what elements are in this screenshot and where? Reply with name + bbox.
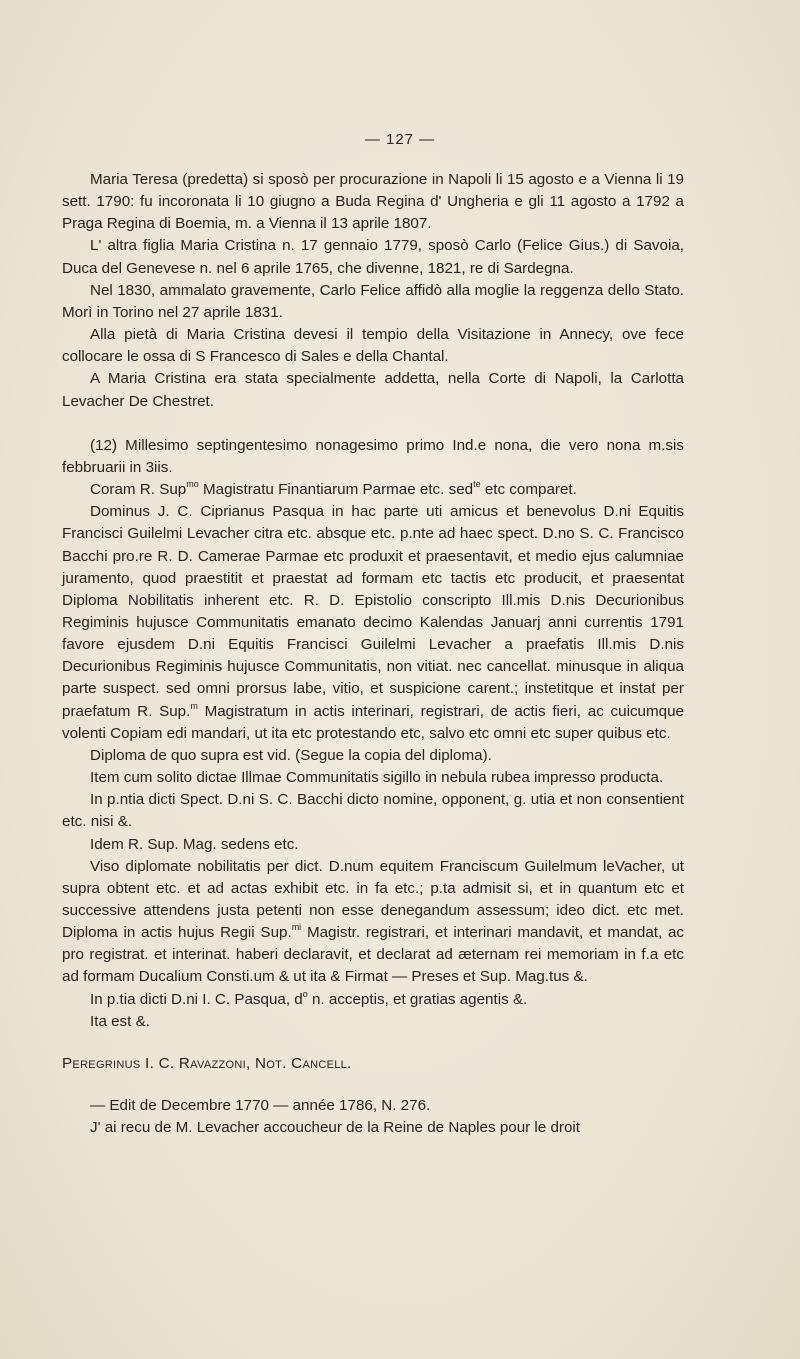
paragraph: L' altra figlia Maria Cristina n. 17 gennaio 1779, sposò Carlo (Felice Gius.) di Savoia, Duca del Genevese n. nel 6 aprile 1765, che divenne, 1821, re di Sardegna. (62, 237, 684, 277)
footnote-paragraph: Ita est &. (90, 1012, 150, 1030)
footnote-paragraph: Diploma de quo supra est vid. (Segue la copia del diploma). (90, 746, 492, 764)
paragraph: Nel 1830, ammalato gravemente, Carlo Felice affidò alla moglie la reggenza dello Stato. Morì in Torino nel 27 aprile 1831. (62, 281, 684, 321)
footnote-paragraph: Idem R. Sup. Mag. sedens etc. (90, 835, 299, 853)
body-text (62, 169, 684, 1139)
page-number: — 127 — (364, 131, 436, 148)
footnote-paragraph: Dominus J. C. Ciprianus Pasqua in hac parte uti amicus et benevolus D.ni Equitis Francisci Guilelmi Levacher citra etc. absque etc. p.nte ad haec spect. D.no S. C. Francisco Bacchi pro.re R. D. Camerae Parmae etc produxit et praesentavit, et medio ejus calumniae juramento, quod praestitit et praestat ad formam etc tactis etc producit, et praesentat Diploma Nobilitatis inherent etc. R. D. Epistolio conscripto Ill.mis D.nis Decurionibus Regiminis hujusce Communitatis emanato decimo Kalendas Januarj anni currentis 1791 favore ejusdem D.ni Equitis Francisci Guilelmi Levacher a praefatis Ill.mis D.nis Decurionibus Regiminis hujusce Communitatis, non vitiat. nec cancellat. minusque in aliqua parte suspect. sed omni prorsus labe, vitio, et suspicione carent.; instetitque et instat per praefatum R. Sup.$^m$ Magistratum in actis interinari, registrari, de actis fieri, ac cuicumque volenti Copiam edi mandari, ut ita etc protestando etc, salvo etc omni etc super quibus etc. (62, 503, 684, 742)
paragraph: A Maria Cristina era stata specialmente addetta, nella Corte di Napoli, la Carlotta Levacher De Chestret. (62, 370, 684, 410)
footnote-paragraph: In p.tia dicti D.ni I. C. Pasqua, $d^o$ n. acceptis, et gratias agentis &. (90, 988, 528, 1008)
footnote-paragraph: Item cum solito dictae Illmae Communitatis sigillo in nebula rubea impresso producta. (90, 769, 664, 787)
footnote-12-heading: (12) Millesimo septingentesimo nonagesimo primo Ind.e nona, die vero nona m.sis febbruarii in 3iis. (62, 436, 684, 476)
paragraph: Alla pietà di Maria Cristina devesi il tempio della Visitazione in Annecy, ove fece collocare le ossa di S Francesco di Sales e della Chantal. (62, 326, 684, 366)
french-text-line: J' ai recu de M. Levacher accoucheur de la Reine de Naples pour le droit (90, 1119, 581, 1137)
paragraph: Maria Teresa (predetta) si sposò per procurazione in Napoli li 15 agosto e a Vienna li 19 sett. 1790: fu incoronata li 10 giugno a Buda Regina d' Ungheria e gli 11 agosto a 1792 a Praga Regina di Boemia, m. a Vienna il 13 aprile 1807. (62, 171, 684, 233)
edit-reference: — Edit de Decembre 1770 — année 1786, N. 276. (90, 1097, 431, 1115)
footnote-paragraph: Viso diplomate nobilitatis per dict. D.num equitem Franciscum Guilelmum leVacher, ut supra obtent etc. et ad actas exhibit etc. in fa etc.; p.ta admisit si, et in quantum etc et successive attendens justa petenti non esse denegandum assessum; ideo dict. etc met. Diploma in actis hujus Regii Sup.$^{mi}$ Magistr. registrari, et interinari mandavit, et mandat, ac pro registrat. et interinat. haberi declaravit, et declarat ad æternam rei memoriam in f.a etc ad formam Ducalium Consti.um & ut ita & Firmat — Preses et Sup. Mag.tus &. (62, 857, 685, 986)
notary-signature: Peregrinus I. C. Ravazzoni, Not. Cancell. (62, 1054, 352, 1072)
footnote-paragraph: Coram R. Sup$^{mo}$ Magistratu Finantiarum Parmae etc. sed$^{te}$ etc comparet. (90, 478, 577, 499)
footnote-paragraph: In p.ntia dicti Spect. D.ni S. C. Bacchi dicto nomine, opponent, g. utia et non consentient etc. nisi &. (62, 791, 684, 831)
